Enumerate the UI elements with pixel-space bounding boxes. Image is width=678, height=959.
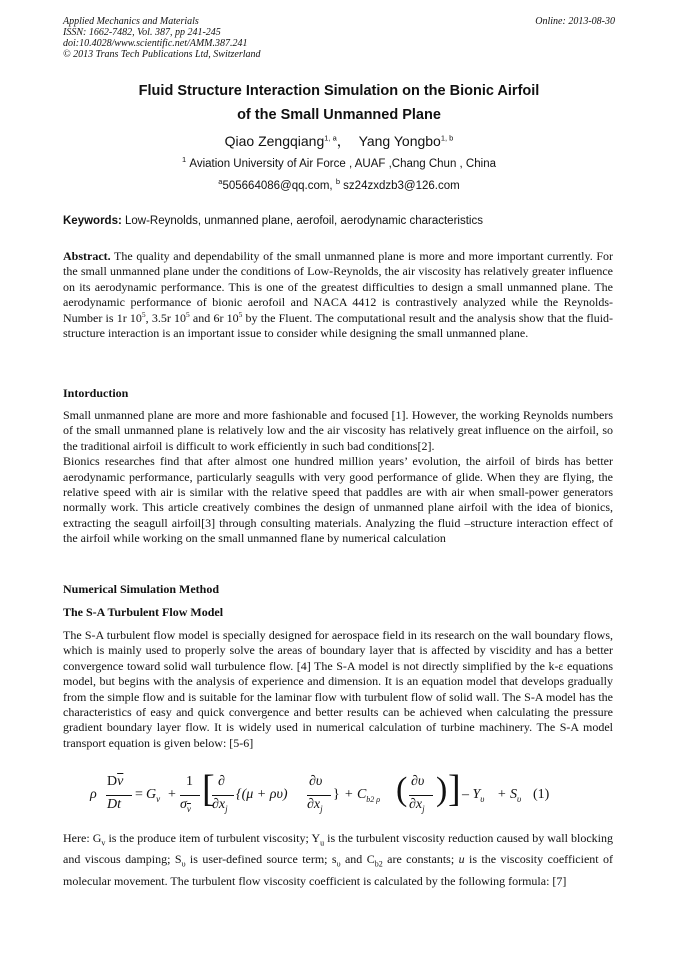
- sym-Yu: $Y_u$: [311, 831, 325, 848]
- eq-plus-1: +: [168, 787, 176, 802]
- author-2-sup: 1, b: [440, 133, 454, 143]
- eq-left-paren: (: [396, 771, 408, 808]
- intro-paragraph-2: Bionics researches find that after almost one hundred million years’ evolution, the airfoil of birds has better aerodynamic performance, particularly seagulls with very good performance of glide. When they are flying, the relative speed with air is similar with the relative speed that paddles are with air when small-power generators normally work. This article creatively combines the design of unmanned plane airfoil with the idea of bionics, extracting the seagull airfoil[3] through consulting materials. Analyzing the fluid –structure interaction effect of the airfoil while working on the small unmanned flane by numerical calculation: [63, 454, 613, 546]
- eq-dup-2: ∂υ: [411, 774, 425, 789]
- author-2: Yang Yongbo: [358, 133, 441, 149]
- eq-close-brace: }: [333, 787, 340, 802]
- issn: ISSN: 1662-7482, Vol. 387, pp 241-245: [63, 27, 221, 38]
- author-1-sup: 1, a: [324, 133, 337, 143]
- email-a-sup: a: [218, 177, 223, 187]
- intro-body: [63, 408, 613, 547]
- eq-fraction-bar-1: [106, 795, 132, 796]
- journal-header: [63, 16, 261, 60]
- eq-fraction-bar-2: [180, 795, 200, 796]
- eq-right-bracket: ]: [448, 768, 461, 810]
- email-b-sup: b: [335, 177, 340, 187]
- eq-Gv: $G_v$: [146, 787, 161, 804]
- eq-rho: ρ: [90, 787, 97, 802]
- eq-sigma: $\sigma_{\overline{v}}$: [180, 797, 191, 814]
- method-heading: Numerical Simulation Method: [63, 582, 219, 596]
- eq-fraction-bar-5: [409, 795, 433, 796]
- sym-Cb2: $C_{b2}$: [366, 852, 383, 869]
- sym-u: u: [458, 852, 465, 867]
- online-date: Online: 2013-08-30: [535, 16, 615, 27]
- eq-number: (1): [533, 787, 550, 802]
- abstract: Abstract. The quality and dependability of the small unmanned plane is more and more important currently. For the small unmanned plane under the conditions of Low-Reynolds, the air viscosity has relatively greater influence on its aerodynamic performance. This is one of the greatest difficulties to design a small unmanned plane. The aerodynamic performance of bionic aerofoil and NACA 4412 is contrastively analyzed while the Reynolds-Number is 1r $10^5$, 3.5r $10^5$ and 6r $10^5$ by the Fluent. The computational result and the analysis show that the fluid-structure interaction is an important issue to consider while designing the small unmanned plane.: [63, 249, 614, 341]
- eq-one: 1: [186, 774, 193, 789]
- sym-Gv: $G_v$: [92, 831, 106, 848]
- reynolds-3: 6r $10^5$: [213, 309, 243, 325]
- author-line: [60, 131, 618, 151]
- eq-fraction-bar-4: [307, 795, 331, 796]
- method-subheading: The S-A Turbulent Flow Model: [63, 605, 224, 619]
- copyright: © 2013 Trans Tech Publications Ltd, Switzerland: [63, 49, 261, 60]
- paper-title-line2: of the Small Unmanned Plane: [237, 107, 441, 123]
- here-paragraph: Here: $G_v$ is the produce item of turbulent viscosity; $Y_u$ is the turbulent viscosity reduction caused by wall blocking and viscous damping; $S_\upsilon$ is user-defined source term; $s_\upsilon$ and $C_{b2}$ are constants; u is the viscosity coefficient of molecular movement. The turbulent flow viscosity coefficient is calculated by the following formula: [7]: [63, 831, 613, 888]
- eq-Sv: + $S_\upsilon$: [497, 787, 522, 804]
- emails: [60, 177, 618, 192]
- affiliation-sup: 1: [182, 155, 187, 165]
- abstract-label: Abstract.: [63, 249, 111, 263]
- eq-inner: {(μ + ρυ): [236, 787, 288, 802]
- eq-dxj-3: $\partial x_j$: [409, 797, 425, 814]
- email-a: 505664086@qq.com,: [222, 180, 336, 192]
- eq-denominator: Dt: [107, 797, 121, 812]
- author-1: Qiao Zengqiang: [224, 133, 325, 149]
- reynolds-1: 1r $10^5$: [116, 309, 146, 325]
- eq-dxj-2: $\partial x_j$: [307, 797, 323, 814]
- eq-left-bracket: [: [202, 768, 215, 810]
- journal-name: Applied Mechanics and Materials: [63, 16, 199, 27]
- keywords-label: Keywords:: [63, 215, 122, 227]
- method-body: [63, 628, 613, 751]
- eq-dup-1: ∂υ: [309, 774, 323, 789]
- keywords-text: Low-Reynolds, unmanned plane, aerofoil, aerodynamic characteristics: [121, 215, 483, 227]
- keywords: [63, 215, 483, 227]
- affiliation: [60, 155, 618, 170]
- email-b: sz24zxdzb3@126.com: [339, 180, 460, 192]
- eq-Cb2: + $C_{b2 \rho}$: [344, 787, 381, 804]
- eq-Yv: – $Y_\upsilon$: [462, 787, 485, 804]
- eq-dxj-1: $\partial x_j$: [212, 797, 228, 814]
- sa-transport-equation: [90, 768, 610, 823]
- intro-heading: Intorduction: [63, 386, 129, 400]
- author-separator: ，: [336, 133, 351, 149]
- method-paragraph-1: The S-A turbulent flow model is specially designed for aerospace field in its research on the wall boundary flows, which is mainly used to properly solve the areas of boundary layer that is affected by viscidity and has a better convergence toward solid wall turbulence flow. [4] The S-A model is not directly simplified by the k-ε equations model, but begins with the analysis of experience and dimension. It is an equation model that develops gradually from the simple flow and is suitable for the laminar flow with turbulent flow of solid wall. The S-A model has the characteristics of easy and quick convergence and better results can be achieved when calculating the pressure gradient boundary layer flow. It is widely used in numerical calculation of turbine machinery. The S-A model transport equation is given below: [5-6]: [63, 628, 613, 750]
- eq-partial-num: ∂: [218, 774, 225, 789]
- intro-paragraph-1: Small unmanned plane are more and more fashionable and focused [1]. However, the working Reynolds numbers of the small unmanned plane is relatively low and the air viscosity has relatively great influence on the airfoil, so the traditional airfoil is difficult to work efficiently in such bad conditions[2].: [63, 408, 613, 453]
- paper-title-line1: Fluid Structure Interaction Simulation on the Bionic Airfoil: [138, 83, 540, 99]
- affiliation-text: Aviation University of Air Force , AUAF ,Chang Chun , China: [189, 158, 496, 170]
- abstract-text-1: The quality and dependability of the small unmanned plane is more and more important currently. For the small unmanned plane under the conditions of Low-Reynolds, the air viscosity has relatively greater influence on its aerodynamic performance. This is one of the greatest difficulties to design a small unmanned plane. The aerodynamic performance of bionic aerofoil and NACA 4412 is contrastively analyzed while the Reynolds-Number is: [63, 249, 613, 325]
- eq-equals: =: [135, 787, 143, 802]
- abstract-text-2: by the Fluent. The computational result and the analysis show that the fluid-structure interaction is an important issue to consider while designing the small unmanned plane.: [63, 310, 614, 341]
- eq-right-paren: ): [436, 771, 448, 808]
- sym-Sv: $S_\upsilon$: [174, 852, 186, 869]
- reynolds-2: 3.5r $10^5$: [151, 309, 190, 325]
- sym-sv: $s_\upsilon$: [331, 852, 341, 869]
- doi: doi:10.4028/www.scientific.net/AMM.387.241: [63, 38, 248, 49]
- eq-numerator: $D\overline{v}$: [107, 774, 124, 789]
- eq-fraction-bar-3: [212, 795, 234, 796]
